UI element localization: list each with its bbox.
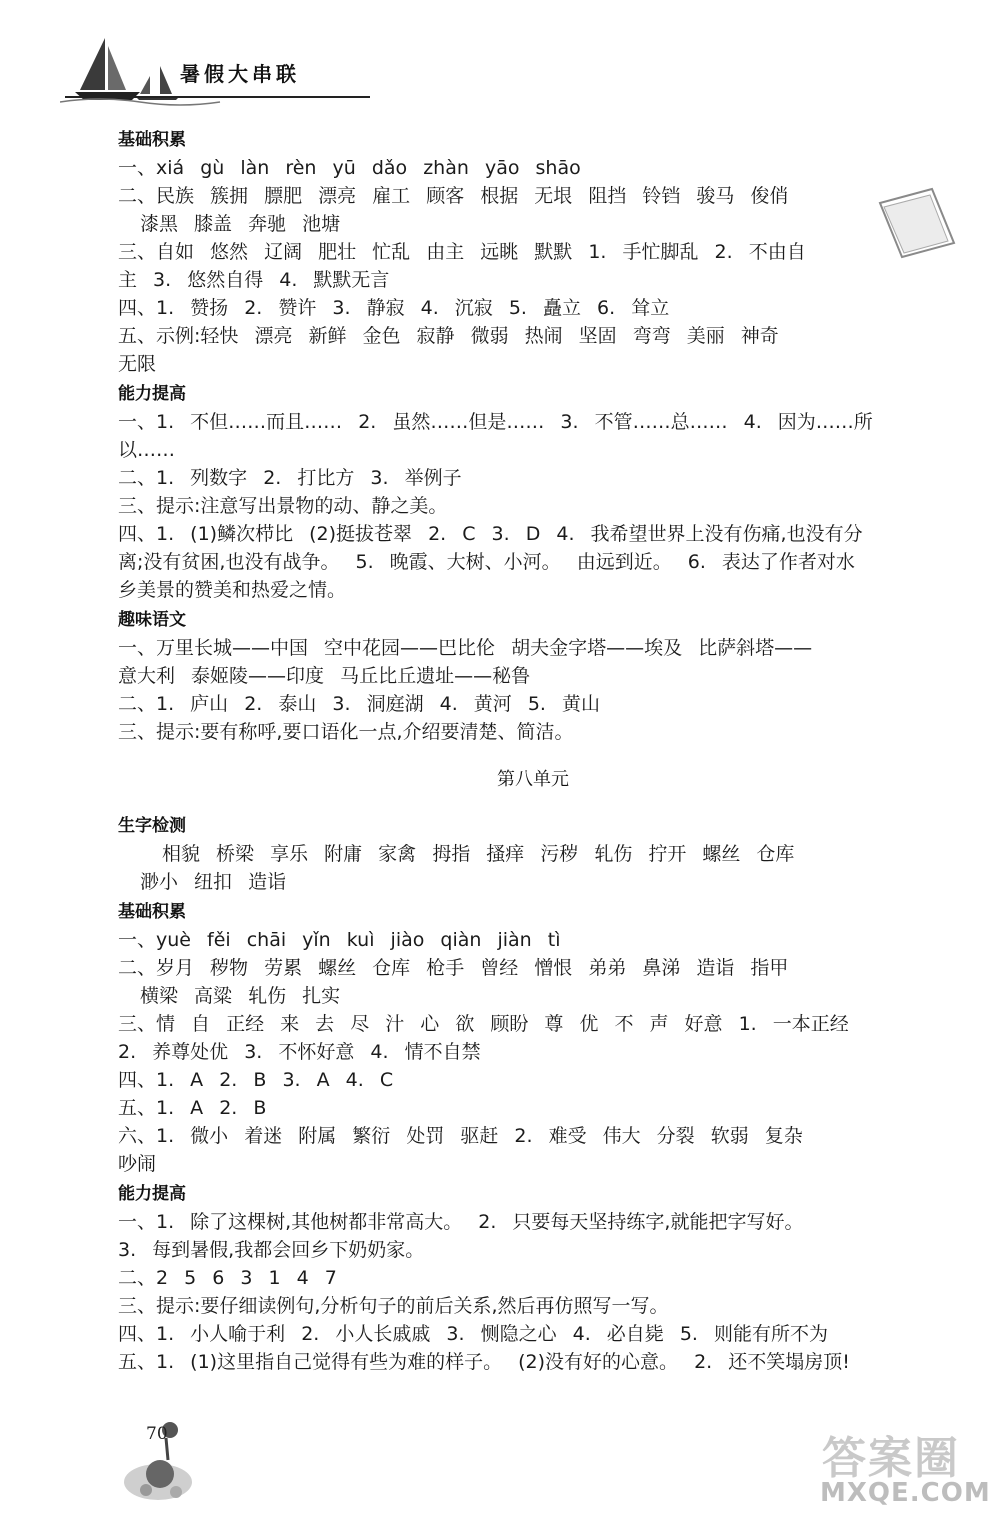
answer-line: 乡美景的赞美和热爱之情。 bbox=[118, 579, 347, 601]
page-number: 70 bbox=[146, 1424, 168, 1444]
answer-line: 一、1. 除了这棵树,其他树都非常高大。 2. 只要每天坚持练字,就能把字写好。 bbox=[118, 1211, 804, 1233]
answer-content bbox=[118, 124, 948, 1376]
answer-line: 二、1. 列数字 2. 打比方 3. 举例子 bbox=[118, 467, 462, 489]
answer-line: 一、yuè fěi chāi yǐn kuì jiào qiàn jiàn tì bbox=[118, 929, 561, 951]
answer-line: 意大利 泰姬陵——印度 马丘比丘遗址——秘鲁 bbox=[118, 665, 531, 687]
answer-line: 一、万里长城——中国 空中花园——巴比伦 胡夫金字塔——埃及 比萨斜塔—— bbox=[118, 637, 813, 659]
answer-line: 三、提示:要有称呼,要口语化一点,介绍要清楚、简洁。 bbox=[118, 721, 574, 743]
answer-line: 三、自如 悠然 辽阔 肥壮 忙乱 由主 远眺 默默 1. 手忙脚乱 2. 不由自 bbox=[118, 241, 806, 263]
answer-line: 一、xiá gù làn rèn yū dǎo zhàn yāo shāo bbox=[118, 157, 581, 179]
answer-line: 四、1. 赞扬 2. 赞许 3. 静寂 4. 沉寂 5. 矗立 6. 耸立 bbox=[118, 297, 670, 319]
answer-line: 漆黑 膝盖 奔驰 池塘 bbox=[140, 213, 341, 235]
answer-line: 四、1. 小人喻于利 2. 小人长戚戚 3. 恻隐之心 4. 必自毙 5. 则能有所不为 bbox=[118, 1323, 828, 1345]
section-heading: 基础积累 bbox=[118, 902, 186, 922]
watermark-url-text: MXQE.COM bbox=[820, 1478, 991, 1508]
section-heading: 能力提高 bbox=[118, 384, 186, 404]
answer-line: 二、1. 庐山 2. 泰山 3. 洞庭湖 4. 黄河 5. 黄山 bbox=[118, 693, 600, 715]
answer-line: 2. 养尊处优 3. 不怀好意 4. 情不自禁 bbox=[118, 1041, 481, 1063]
answer-line: 六、1. 微小 着迷 附属 繁衍 处罚 驱赶 2. 难受 伟大 分裂 软弱 复杂 bbox=[118, 1125, 803, 1147]
answer-line: 横梁 高粱 轧伤 扎实 bbox=[140, 985, 341, 1007]
answer-line: 五、1. (1)这里指自己觉得有些为难的样子。 (2)没有好的心意。 2. 还不笑塌房顶! bbox=[118, 1351, 850, 1373]
answer-line: 3. 每到暑假,我都会回乡下奶奶家。 bbox=[118, 1239, 425, 1261]
section-heading: 能力提高 bbox=[118, 1184, 186, 1204]
answer-line: 三、提示:要仔细读例句,分析句子的前后关系,然后再仿照写一写。 bbox=[118, 1295, 669, 1317]
answer-line: 二、民族 簇拥 膘肥 漂亮 雇工 顾客 根据 无垠 阻挡 铃铛 骏马 俊俏 bbox=[118, 185, 789, 207]
book-title: 暑假大串联 bbox=[180, 62, 300, 86]
header-rule bbox=[65, 96, 370, 98]
answer-line: 以…… bbox=[118, 439, 176, 461]
answer-line: 五、1. A 2. B bbox=[118, 1097, 267, 1119]
answer-line: 一、1. 不但……而且…… 2. 虽然……但是…… 3. 不管……总…… 4. 因为……所 bbox=[118, 411, 873, 433]
answer-line: 三、情 自 正经 来 去 尽 汁 心 欲 顾盼 尊 优 不 声 好意 1. 一本正经 bbox=[118, 1013, 849, 1035]
section-heading: 趣味语文 bbox=[118, 610, 186, 630]
answer-line: 离;没有贫困,也没有战争。 5. 晚霞、大树、小河。 由远到近。 6. 表达了作者对水 bbox=[118, 551, 855, 573]
answer-line: 四、1. (1)鳞次栉比 (2)挺拔苍翠 2. C 3. D 4. 我希望世界上没有伤痛,也没有分 bbox=[118, 523, 863, 545]
answer-line: 相貌 桥梁 享乐 附庸 家禽 拇指 搔痒 污秽 轧伤 拧开 螺丝 仓库 bbox=[162, 843, 795, 865]
answer-line: 无限 bbox=[118, 353, 157, 375]
unit-title: 第八单元 bbox=[497, 769, 569, 790]
section-heading: 生字检测 bbox=[118, 816, 186, 836]
answer-line: 渺小 纽扣 造诣 bbox=[140, 871, 287, 893]
answer-line: 五、示例:轻快 漂亮 新鲜 金色 寂静 微弱 热闹 坚固 弯弯 美丽 神奇 bbox=[118, 325, 779, 347]
answer-line: 三、提示:注意写出景物的动、静之美。 bbox=[118, 495, 448, 517]
answer-line: 吵闹 bbox=[118, 1153, 157, 1175]
answer-line: 二、岁月 秽物 劳累 螺丝 仓库 枪手 曾经 憎恨 弟弟 鼻涕 造诣 指甲 bbox=[118, 957, 789, 979]
answer-line: 四、1. A 2. B 3. A 4. C bbox=[118, 1069, 394, 1091]
answer-line: 主 3. 悠然自得 4. 默默无言 bbox=[118, 269, 390, 291]
section-heading: 基础积累 bbox=[118, 130, 186, 150]
answer-line: 二、2 5 6 3 1 4 7 bbox=[118, 1267, 337, 1289]
watermark-logo-text: 答案圈 bbox=[822, 1433, 960, 1484]
